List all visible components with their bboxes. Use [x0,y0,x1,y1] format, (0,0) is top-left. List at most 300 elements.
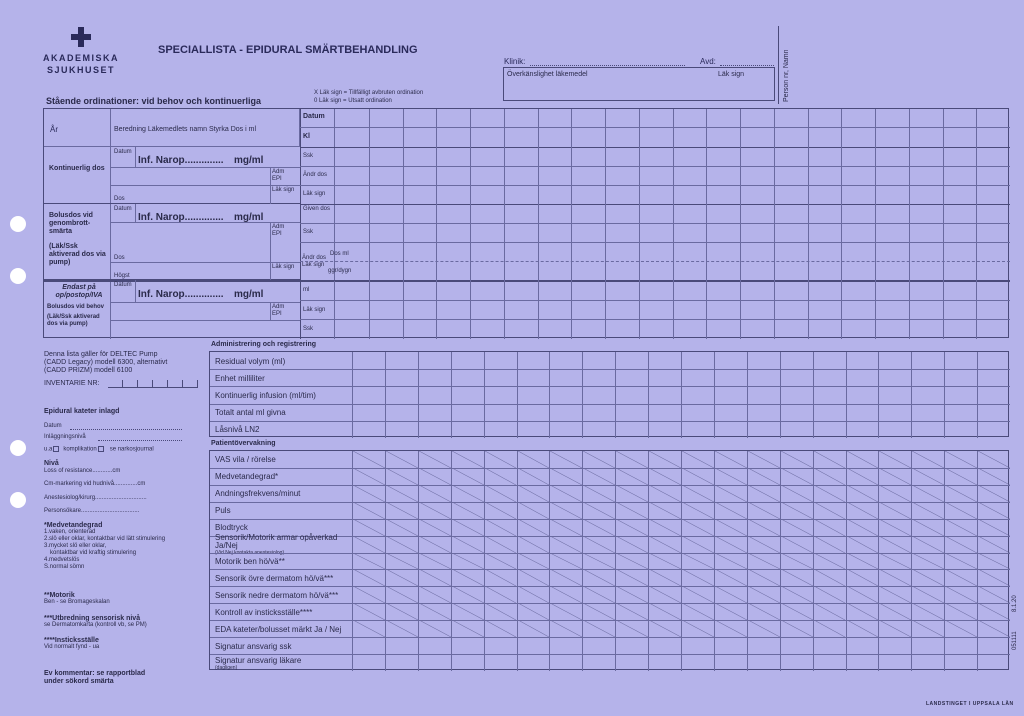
entry-cell[interactable] [878,586,911,603]
entry-cell[interactable] [747,637,780,654]
entry-cell[interactable] [352,468,385,485]
entry-cell[interactable] [517,451,550,468]
entry-cell[interactable] [911,386,944,403]
entry-cell[interactable] [944,586,977,603]
entry-cell[interactable] [681,620,714,637]
entry-cell[interactable] [878,603,911,620]
entry-cell[interactable] [780,352,813,369]
entry-cell[interactable] [549,586,582,603]
entry-cell[interactable] [352,654,385,671]
entry-cell[interactable] [418,352,451,369]
entry-cell[interactable] [385,451,418,468]
entry-cell[interactable] [911,536,944,553]
entry-cell[interactable] [352,485,385,502]
entry-cell[interactable] [846,637,879,654]
entry-cell[interactable] [648,519,681,536]
entry-cell[interactable] [878,620,911,637]
entry-cell[interactable] [418,421,451,438]
entry-cell[interactable] [681,386,714,403]
entry-cell[interactable] [549,468,582,485]
entry-cell[interactable] [385,468,418,485]
entry-cell[interactable] [451,404,484,421]
entry-cell[interactable] [714,386,747,403]
entry-cell[interactable] [582,519,615,536]
entry-cell[interactable] [582,637,615,654]
entry-cell[interactable] [517,603,550,620]
entry-cell[interactable] [747,369,780,386]
entry-cell[interactable] [813,569,846,586]
entry-cell[interactable] [813,586,846,603]
entry-cell[interactable] [352,620,385,637]
entry-cell[interactable] [714,468,747,485]
entry-cell[interactable] [582,386,615,403]
entry-cell[interactable] [846,451,879,468]
kateter-niva-field[interactable] [98,434,182,441]
entry-cell[interactable] [977,586,1010,603]
entry-cell[interactable] [582,620,615,637]
entry-cell[interactable] [418,468,451,485]
entry-cell[interactable] [714,620,747,637]
entry-cell[interactable] [846,654,879,671]
entry-cell[interactable] [813,637,846,654]
entry-cell[interactable] [484,586,517,603]
entry-cell[interactable] [714,569,747,586]
entry-cell[interactable] [549,553,582,570]
entry-cell[interactable] [911,404,944,421]
entry-cell[interactable] [977,569,1010,586]
entry-cell[interactable] [451,421,484,438]
entry-cell[interactable] [780,421,813,438]
entry-cell[interactable] [352,369,385,386]
entry-cell[interactable] [418,519,451,536]
entry-cell[interactable] [846,502,879,519]
entry-cell[interactable] [517,502,550,519]
entry-cell[interactable] [977,421,1010,438]
entry-cell[interactable] [582,569,615,586]
entry-cell[interactable] [615,536,648,553]
entry-cell[interactable] [681,369,714,386]
entry-cell[interactable] [780,569,813,586]
entry-cell[interactable] [944,404,977,421]
entry-cell[interactable] [681,468,714,485]
entry-cell[interactable] [615,586,648,603]
komplikation-checkbox[interactable] [98,446,104,452]
entry-cell[interactable] [549,404,582,421]
entry-cell[interactable] [451,451,484,468]
entry-cell[interactable] [911,603,944,620]
entry-cell[interactable] [352,603,385,620]
entry-cell[interactable] [714,451,747,468]
entry-cell[interactable] [451,637,484,654]
entry-cell[interactable] [878,654,911,671]
entry-cell[interactable] [846,421,879,438]
entry-cell[interactable] [418,386,451,403]
entry-cell[interactable] [352,569,385,586]
entry-cell[interactable] [846,586,879,603]
entry-cell[interactable] [615,603,648,620]
entry-cell[interactable] [681,586,714,603]
entry-cell[interactable] [977,451,1010,468]
entry-cell[interactable] [681,654,714,671]
entry-cell[interactable] [846,352,879,369]
entry-cell[interactable] [944,553,977,570]
entry-cell[interactable] [846,386,879,403]
entry-cell[interactable] [385,386,418,403]
entry-cell[interactable] [451,468,484,485]
entry-cell[interactable] [582,352,615,369]
entry-cell[interactable] [780,502,813,519]
entry-cell[interactable] [780,468,813,485]
entry-cell[interactable] [352,637,385,654]
entry-cell[interactable] [714,654,747,671]
entry-cell[interactable] [385,569,418,586]
entry-cell[interactable] [582,468,615,485]
entry-cell[interactable] [418,603,451,620]
entry-cell[interactable] [648,502,681,519]
entry-cell[interactable] [944,536,977,553]
entry-cell[interactable] [747,586,780,603]
entry-cell[interactable] [549,352,582,369]
entry-cell[interactable] [911,620,944,637]
entry-cell[interactable] [385,603,418,620]
entry-cell[interactable] [385,404,418,421]
entry-cell[interactable] [681,637,714,654]
entry-cell[interactable] [944,637,977,654]
entry-cell[interactable] [780,637,813,654]
entry-cell[interactable] [944,485,977,502]
entry-cell[interactable] [780,603,813,620]
entry-cell[interactable] [780,553,813,570]
entry-cell[interactable] [615,502,648,519]
entry-cell[interactable] [451,536,484,553]
ua-checkbox[interactable] [53,446,59,452]
entry-cell[interactable] [911,485,944,502]
entry-cell[interactable] [681,404,714,421]
entry-cell[interactable] [813,386,846,403]
entry-cell[interactable] [418,369,451,386]
entry-cell[interactable] [977,485,1010,502]
entry-cell[interactable] [747,553,780,570]
entry-cell[interactable] [484,352,517,369]
entry-cell[interactable] [977,369,1010,386]
kateter-datum-field[interactable] [70,423,182,430]
entry-cell[interactable] [615,620,648,637]
entry-cell[interactable] [517,586,550,603]
entry-cell[interactable] [747,654,780,671]
entry-cell[interactable] [484,386,517,403]
entry-cell[interactable] [648,352,681,369]
entry-cell[interactable] [944,603,977,620]
entry-cell[interactable] [944,654,977,671]
entry-cell[interactable] [681,603,714,620]
entry-cell[interactable] [648,637,681,654]
entry-cell[interactable] [582,502,615,519]
entry-cell[interactable] [878,386,911,403]
entry-cell[interactable] [451,654,484,671]
entry-cell[interactable] [352,386,385,403]
entry-cell[interactable] [549,536,582,553]
entry-cell[interactable] [780,386,813,403]
entry-cell[interactable] [484,637,517,654]
entry-cell[interactable] [385,654,418,671]
entry-cell[interactable] [813,404,846,421]
entry-cell[interactable] [615,485,648,502]
entry-cell[interactable] [451,620,484,637]
entry-cell[interactable] [714,485,747,502]
entry-cell[interactable] [517,369,550,386]
entry-cell[interactable] [549,620,582,637]
entry-cell[interactable] [549,485,582,502]
entry-cell[interactable] [352,536,385,553]
entry-cell[interactable] [911,586,944,603]
entry-cell[interactable] [484,451,517,468]
allergy-box[interactable] [503,67,775,101]
entry-cell[interactable] [714,586,747,603]
entry-cell[interactable] [780,536,813,553]
entry-cell[interactable] [385,502,418,519]
entry-cell[interactable] [878,519,911,536]
entry-cell[interactable] [582,485,615,502]
entry-cell[interactable] [648,421,681,438]
entry-cell[interactable] [878,352,911,369]
entry-cell[interactable] [977,637,1010,654]
entry-cell[interactable] [878,369,911,386]
entry-cell[interactable] [681,553,714,570]
entry-cell[interactable] [878,569,911,586]
entry-cell[interactable] [813,468,846,485]
entry-cell[interactable] [484,485,517,502]
entry-cell[interactable] [615,519,648,536]
entry-cell[interactable] [451,485,484,502]
entry-cell[interactable] [681,569,714,586]
entry-cell[interactable] [385,586,418,603]
entry-cell[interactable] [747,468,780,485]
entry-cell[interactable] [615,404,648,421]
entry-cell[interactable] [780,485,813,502]
klinik-field[interactable] [530,57,685,66]
entry-cell[interactable] [451,369,484,386]
entry-cell[interactable] [352,553,385,570]
entry-cell[interactable] [944,502,977,519]
entry-cell[interactable] [878,468,911,485]
entry-cell[interactable] [648,603,681,620]
entry-cell[interactable] [714,404,747,421]
entry-cell[interactable] [352,519,385,536]
entry-cell[interactable] [517,468,550,485]
entry-cell[interactable] [878,553,911,570]
entry-cell[interactable] [517,553,550,570]
entry-cell[interactable] [549,519,582,536]
entry-cell[interactable] [385,421,418,438]
entry-cell[interactable] [846,485,879,502]
entry-cell[interactable] [681,421,714,438]
entry-cell[interactable] [517,569,550,586]
entry-cell[interactable] [813,519,846,536]
entry-cell[interactable] [911,502,944,519]
entry-cell[interactable] [977,502,1010,519]
entry-cell[interactable] [747,620,780,637]
entry-cell[interactable] [747,451,780,468]
entry-cell[interactable] [714,352,747,369]
entry-cell[interactable] [747,485,780,502]
entry-cell[interactable] [385,369,418,386]
entry-cell[interactable] [615,637,648,654]
entry-cell[interactable] [813,603,846,620]
entry-cell[interactable] [813,352,846,369]
entry-cell[interactable] [813,369,846,386]
entry-cell[interactable] [648,386,681,403]
entry-cell[interactable] [846,536,879,553]
entry-cell[interactable] [977,553,1010,570]
entry-cell[interactable] [878,536,911,553]
entry-cell[interactable] [615,421,648,438]
entry-cell[interactable] [977,352,1010,369]
entry-cell[interactable] [549,569,582,586]
entry-cell[interactable] [648,369,681,386]
entry-cell[interactable] [681,519,714,536]
entry-cell[interactable] [582,536,615,553]
entry-cell[interactable] [582,451,615,468]
entry-cell[interactable] [418,654,451,671]
entry-cell[interactable] [977,519,1010,536]
entry-cell[interactable] [747,386,780,403]
entry-cell[interactable] [549,369,582,386]
entry-cell[interactable] [484,553,517,570]
entry-cell[interactable] [747,502,780,519]
entry-cell[interactable] [385,519,418,536]
entry-cell[interactable] [780,620,813,637]
entry-cell[interactable] [648,620,681,637]
entry-cell[interactable] [911,451,944,468]
entry-cell[interactable] [780,404,813,421]
entry-cell[interactable] [878,637,911,654]
entry-cell[interactable] [517,620,550,637]
entry-cell[interactable] [549,451,582,468]
entry-cell[interactable] [977,404,1010,421]
entry-cell[interactable] [878,404,911,421]
entry-cell[interactable] [747,536,780,553]
entry-cell[interactable] [714,421,747,438]
entry-cell[interactable] [418,536,451,553]
entry-cell[interactable] [582,404,615,421]
entry-cell[interactable] [582,553,615,570]
entry-cell[interactable] [484,654,517,671]
entry-cell[interactable] [681,352,714,369]
entry-cell[interactable] [747,352,780,369]
entry-cell[interactable] [813,421,846,438]
entry-cell[interactable] [944,569,977,586]
avd-field[interactable] [720,57,774,66]
entry-cell[interactable] [582,421,615,438]
entry-cell[interactable] [944,468,977,485]
entry-cell[interactable] [385,536,418,553]
entry-cell[interactable] [911,421,944,438]
entry-cell[interactable] [549,603,582,620]
entry-cell[interactable] [977,620,1010,637]
entry-cell[interactable] [451,569,484,586]
entry-cell[interactable] [714,536,747,553]
entry-cell[interactable] [977,468,1010,485]
entry-cell[interactable] [714,502,747,519]
entry-cell[interactable] [517,352,550,369]
entry-cell[interactable] [846,369,879,386]
entry-cell[interactable] [878,502,911,519]
entry-cell[interactable] [352,586,385,603]
entry-cell[interactable] [615,553,648,570]
entry-cell[interactable] [681,502,714,519]
entry-cell[interactable] [911,553,944,570]
entry-cell[interactable] [451,519,484,536]
entry-cell[interactable] [846,620,879,637]
entry-cell[interactable] [549,502,582,519]
entry-cell[interactable] [484,369,517,386]
entry-cell[interactable] [813,502,846,519]
entry-cell[interactable] [451,352,484,369]
entry-cell[interactable] [352,502,385,519]
entry-cell[interactable] [714,603,747,620]
entry-cell[interactable] [352,451,385,468]
entry-cell[interactable] [385,553,418,570]
entry-cell[interactable] [747,569,780,586]
entry-cell[interactable] [549,386,582,403]
entry-cell[interactable] [451,386,484,403]
entry-cell[interactable] [747,404,780,421]
entry-cell[interactable] [517,386,550,403]
entry-cell[interactable] [714,369,747,386]
entry-cell[interactable] [484,404,517,421]
entry-cell[interactable] [780,586,813,603]
entry-cell[interactable] [418,620,451,637]
entry-cell[interactable] [944,386,977,403]
entry-cell[interactable] [484,468,517,485]
entry-cell[interactable] [582,603,615,620]
entry-cell[interactable] [747,421,780,438]
entry-cell[interactable] [714,519,747,536]
entry-cell[interactable] [484,603,517,620]
entry-cell[interactable] [418,569,451,586]
entry-cell[interactable] [944,451,977,468]
entry-cell[interactable] [780,369,813,386]
entry-cell[interactable] [484,536,517,553]
entry-cell[interactable] [977,536,1010,553]
entry-cell[interactable] [352,421,385,438]
entry-cell[interactable] [911,637,944,654]
entry-cell[interactable] [451,603,484,620]
entry-cell[interactable] [484,620,517,637]
entry-cell[interactable] [714,553,747,570]
entry-cell[interactable] [747,603,780,620]
entry-cell[interactable] [484,569,517,586]
entry-cell[interactable] [681,451,714,468]
entry-cell[interactable] [681,536,714,553]
entry-cell[interactable] [846,468,879,485]
entry-cell[interactable] [648,654,681,671]
entry-cell[interactable] [813,620,846,637]
entry-cell[interactable] [385,485,418,502]
entry-cell[interactable] [813,553,846,570]
entry-cell[interactable] [944,369,977,386]
entry-cell[interactable] [418,451,451,468]
entry-cell[interactable] [648,404,681,421]
entry-cell[interactable] [451,586,484,603]
entry-cell[interactable] [911,569,944,586]
entry-cell[interactable] [747,519,780,536]
entry-cell[interactable] [780,519,813,536]
entry-cell[interactable] [549,637,582,654]
entry-cell[interactable] [418,553,451,570]
entry-cell[interactable] [648,451,681,468]
entry-cell[interactable] [582,369,615,386]
